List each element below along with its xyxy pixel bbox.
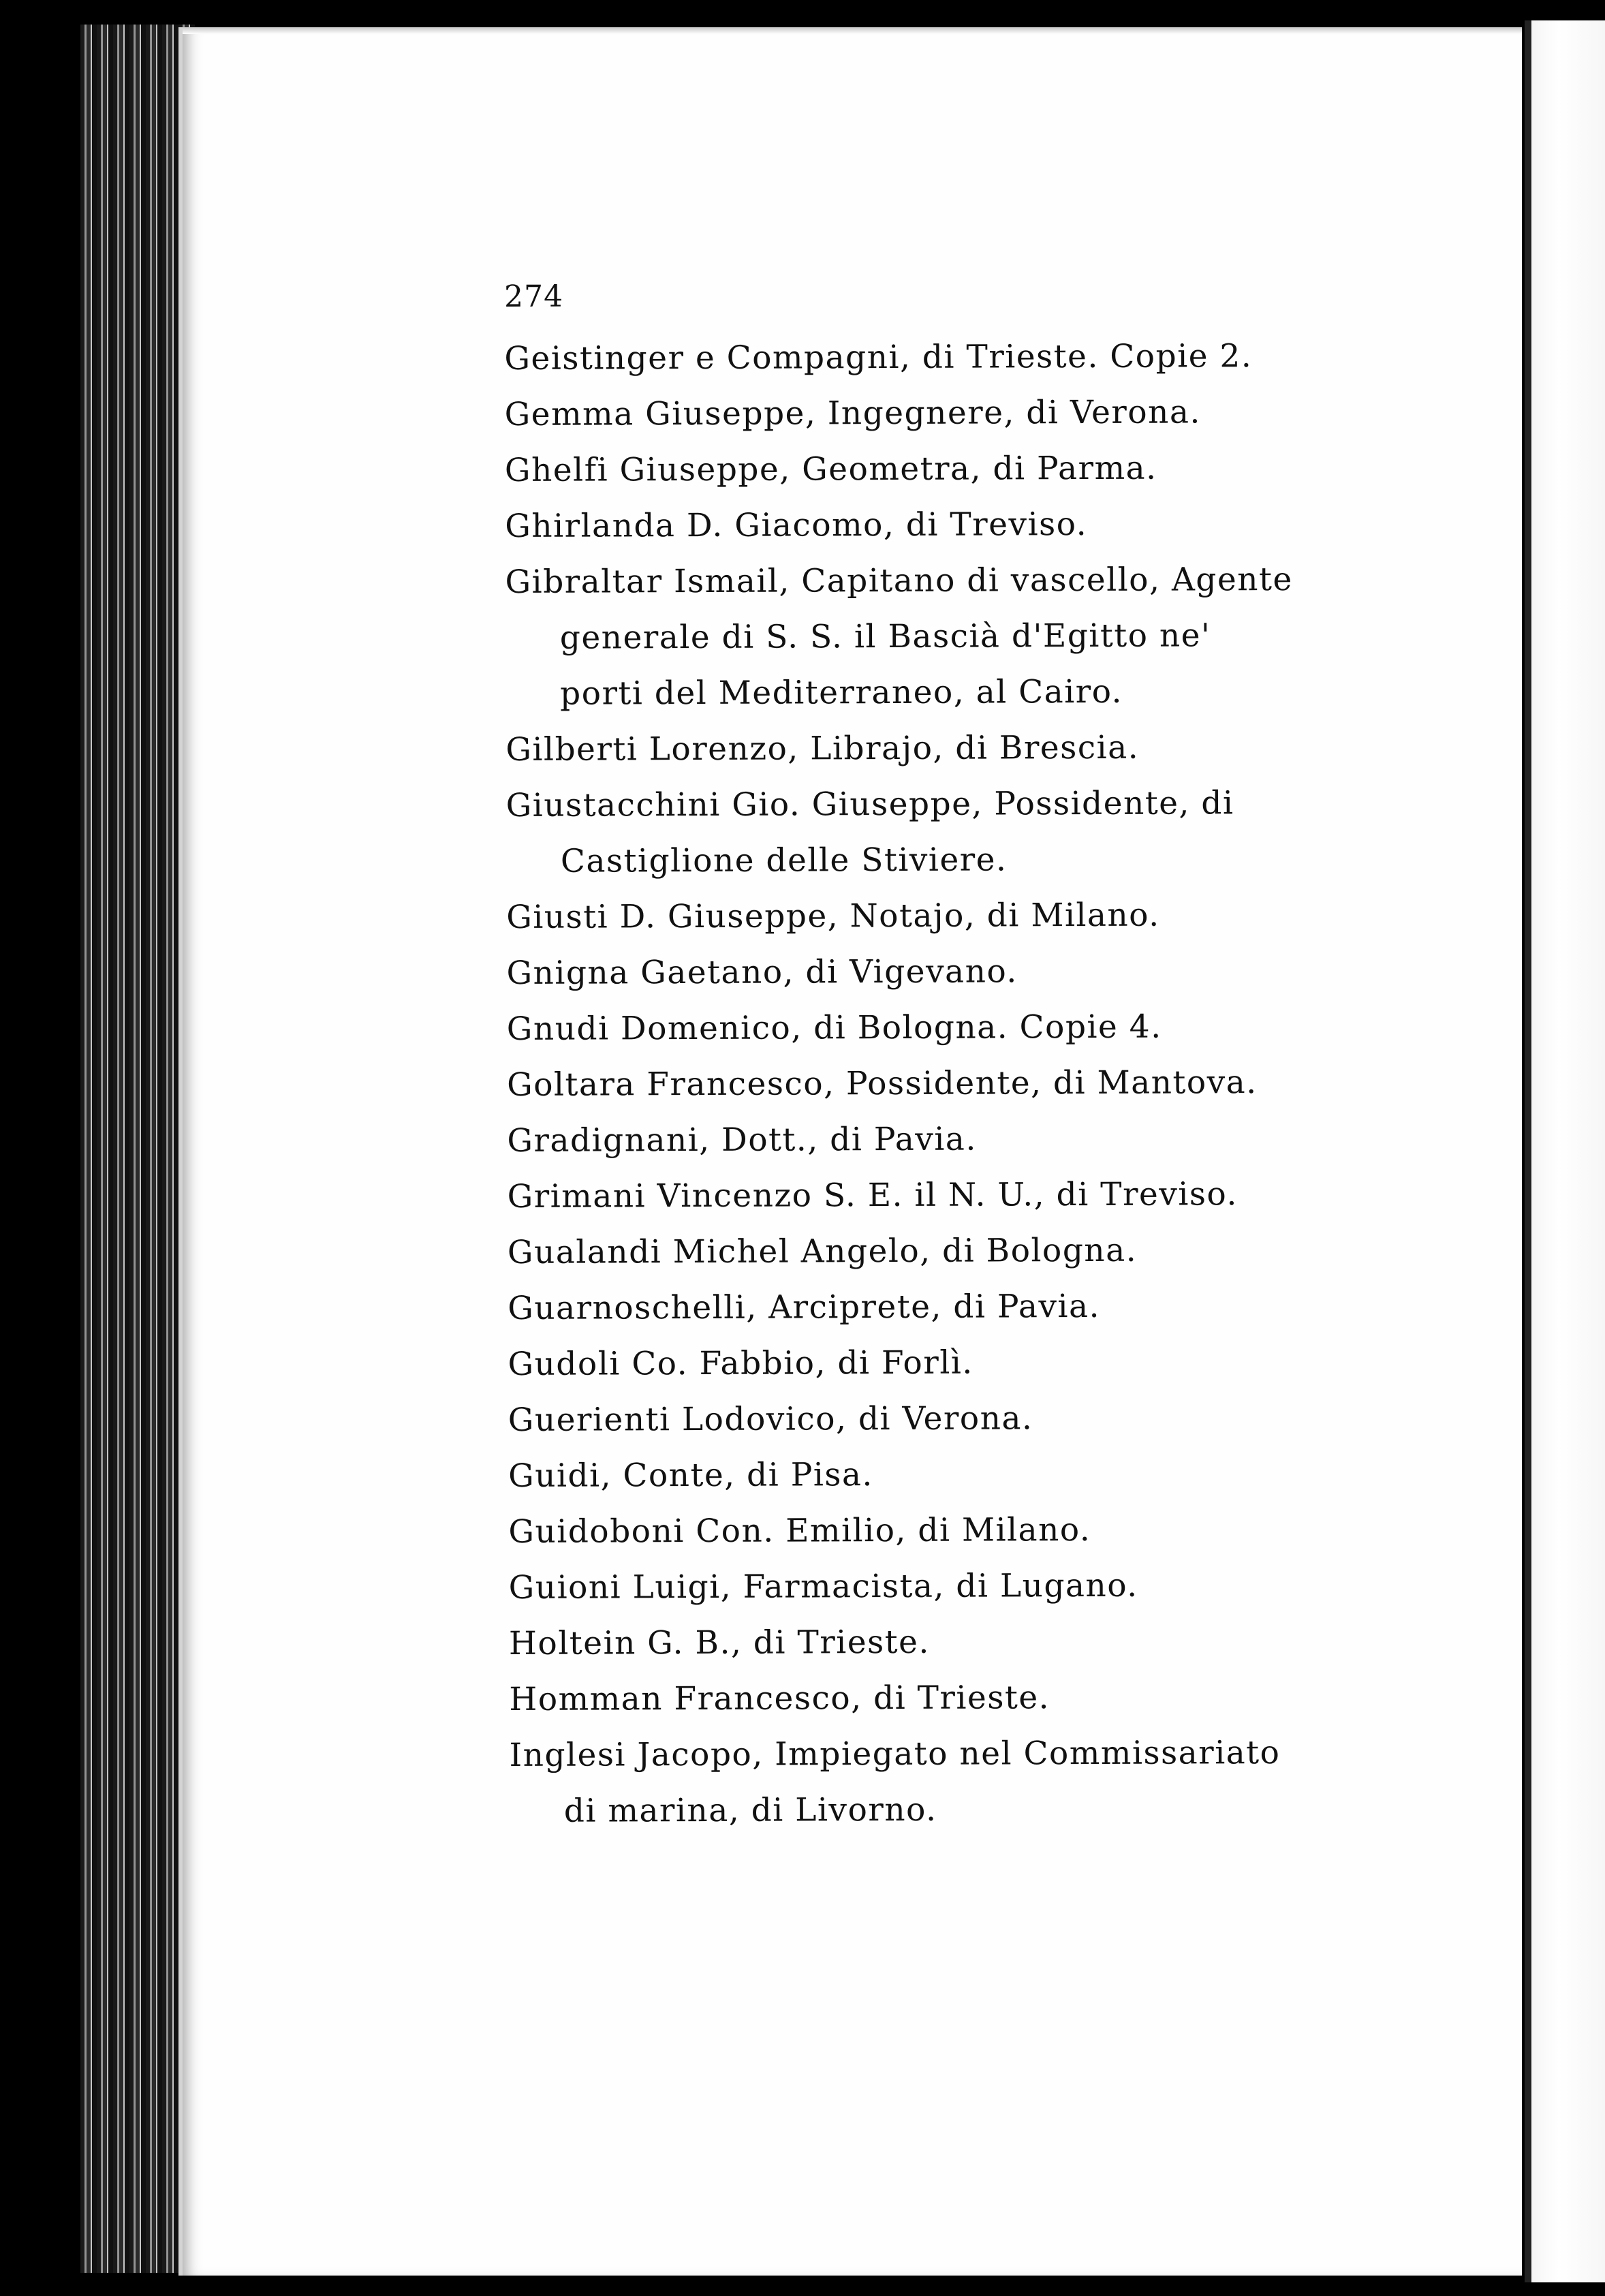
entry-line: Gilberti Lorenzo, Librajo, di Brescia.: [505, 728, 1140, 769]
entry-continuation-line: generale di S. S. il Bascià d'Egitto ne': [559, 617, 1211, 657]
entry-line: Guarnoschelli, Arciprete, di Pavia.: [508, 1287, 1101, 1327]
entry-line: Inglesi Jacopo, Impiegato nel Commissariato: [509, 1734, 1281, 1774]
entry-line: Goltara Francesco, Possidente, di Mantova.: [507, 1064, 1258, 1104]
entry-line: Gudoli Co. Fabbio, di Forlì.: [508, 1344, 973, 1383]
entry-continuation-line: Castiglione delle Stiviere.: [560, 841, 1008, 880]
entry-list: [504, 328, 1395, 1840]
entry-line: Gualandi Michel Angelo, di Bologna.: [507, 1231, 1138, 1271]
entry-continuation-line: porti del Mediterraneo, al Cairo.: [560, 672, 1123, 713]
subscriber-list: [504, 275, 1395, 1840]
gutter-shadow: [1525, 20, 1531, 2282]
entry-line: Geistinger e Compagni, di Trieste. Copie 2.: [504, 337, 1253, 377]
entry-line: Ghelfi Giuseppe, Geometra, di Parma.: [504, 449, 1157, 489]
page-top-edge: [183, 27, 1522, 34]
entry-line: Holtein G. B., di Trieste.: [508, 1623, 930, 1662]
entry-line: Giustacchini Gio. Giuseppe, Possidente, di: [505, 784, 1234, 824]
entry-line: Guidoboni Con. Emilio, di Milano.: [508, 1511, 1091, 1551]
entry-continuation-line: di marina, di Livorno.: [563, 1790, 937, 1830]
entry-line: Gemma Giuseppe, Ingegnere, di Verona.: [504, 393, 1201, 433]
book-binding-edge: [80, 25, 195, 2273]
entry-line: Guioni Luigi, Farmacista, di Lugano.: [508, 1566, 1138, 1607]
entry-line: Guidi, Conte, di Pisa.: [508, 1456, 873, 1495]
entry-line: Guerienti Lodovico, di Verona.: [508, 1399, 1033, 1439]
entry-line: Giusti D. Giuseppe, Notajo, di Milano.: [506, 896, 1160, 936]
page-number: 274: [504, 279, 564, 314]
entry-line: Grimani Vincenzo S. E. il N. U., di Treviso.: [507, 1175, 1238, 1215]
entry-line: Gnudi Domenico, di Bologna. Copie 4.: [506, 1008, 1162, 1048]
entry-line: Homman Francesco, di Trieste.: [509, 1679, 1050, 1718]
entry-line: Gnigna Gaetano, di Vigevano.: [506, 952, 1018, 992]
entry-line: Ghirlanda D. Giacomo, di Treviso.: [505, 506, 1088, 545]
entry-line: Gibraltar Ismail, Capitano di vascello, Agente: [505, 560, 1293, 601]
entry-line: Gradignani, Dott., di Pavia.: [507, 1120, 977, 1160]
